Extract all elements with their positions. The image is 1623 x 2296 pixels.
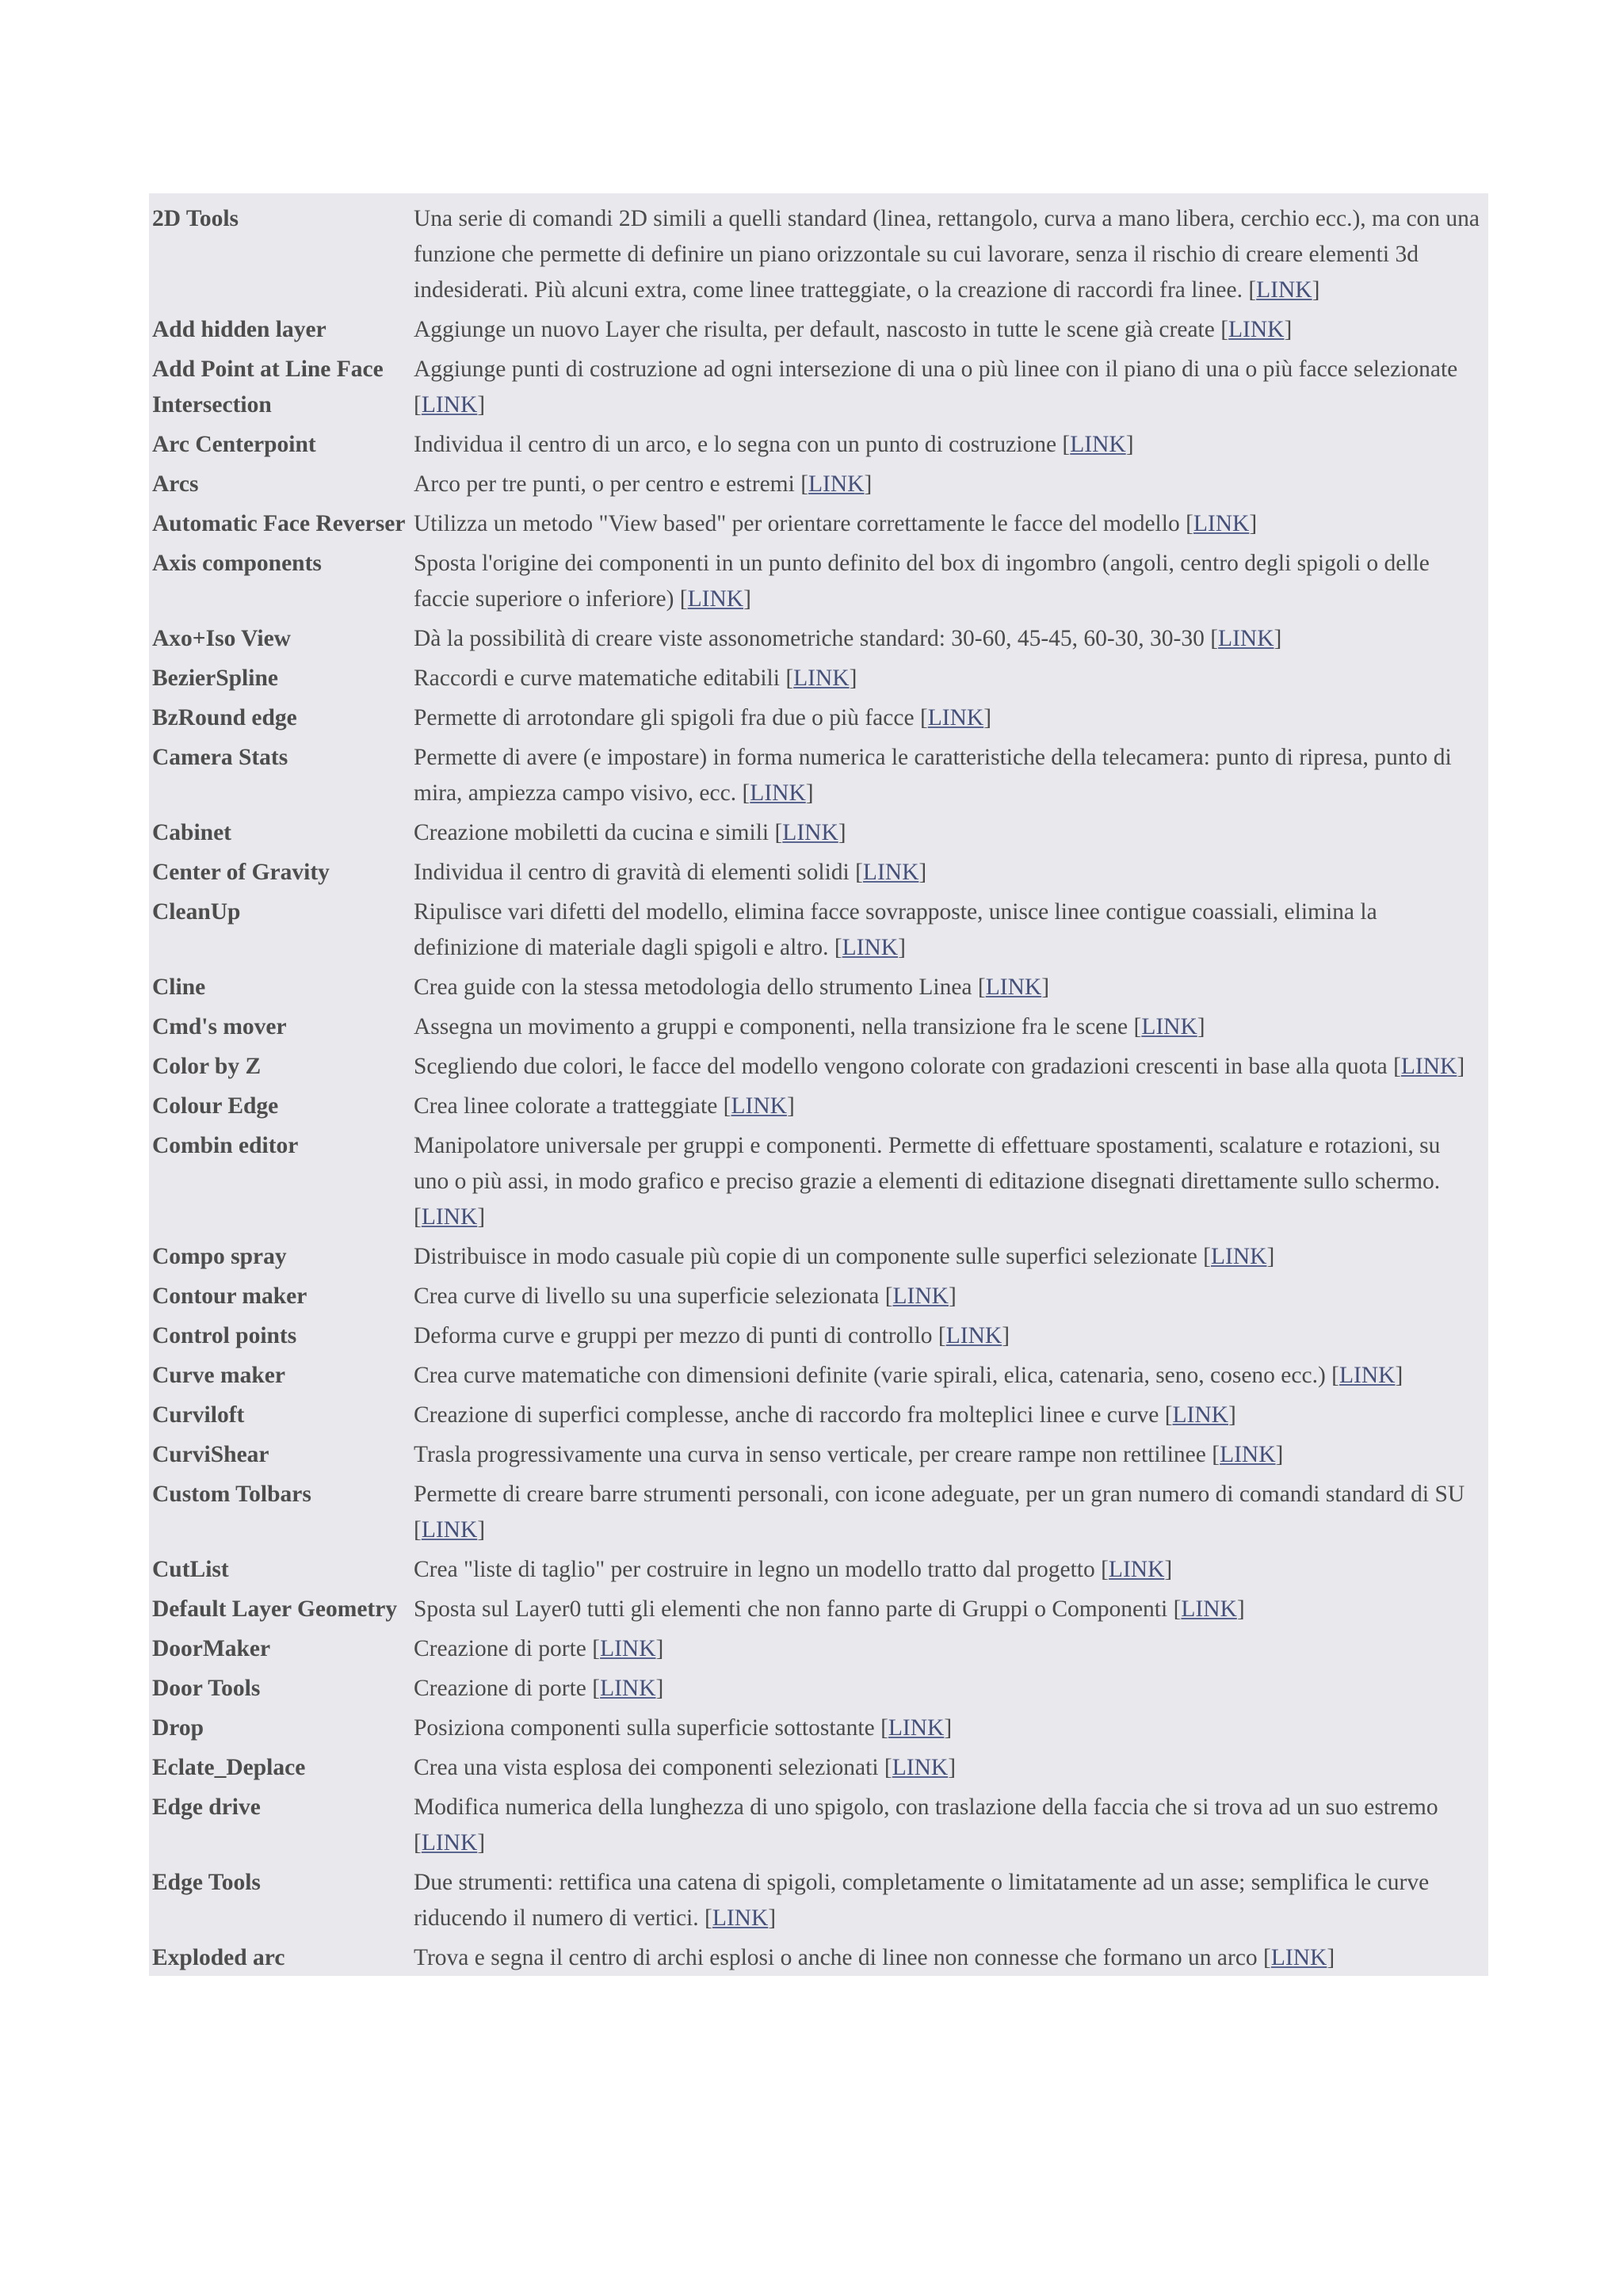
- extension-name: Curviloft: [152, 1402, 245, 1428]
- extension-name: BezierSpline: [152, 666, 278, 691]
- extension-description-cell: Distribuisce in modo casuale più copie di un componente sulle superfici selezionate [LINK]: [414, 1244, 1275, 1269]
- extension-name: Custom Tolbars: [152, 1482, 311, 1507]
- extension-description-cell: Posiziona componenti sulla superficie sottostante [LINK]: [414, 1715, 953, 1741]
- table-row: [149, 1124, 1488, 1235]
- extension-name: Combin editor: [152, 1133, 299, 1158]
- link[interactable]: LINK: [1070, 432, 1126, 457]
- extension-name: CutList: [152, 1557, 229, 1582]
- table-row: [149, 423, 1488, 463]
- extension-name: Cabinet: [152, 820, 231, 845]
- extension-description: Sposta sul Layer0 tutti gli elementi che non fanno parte di Gruppi o Componenti: [414, 1596, 1168, 1622]
- extension-description-cell: Crea curve di livello su una superficie selezionata [LINK]: [414, 1283, 957, 1309]
- extension-description: Creazione di porte: [414, 1676, 586, 1701]
- extension-description-cell: Dà la possibilità di creare viste assonometriche standard: 30-60, 45-45, 60-30, 30-30 [LINK]: [414, 626, 1282, 651]
- extension-description: Una serie di comandi 2D simili a quelli standard (linea, rettangolo, curva a mano libera, cerchio ecc.), ma con una funzione che permette di definire un piano orizzontale su cui lavorare, senza il rischio di creare elementi 3d indesiderati. Più alcuni extra, come linee tratteggiate, o la creazione di raccordi fra linee.: [414, 206, 1480, 303]
- table-row: [149, 1786, 1488, 1861]
- link[interactable]: LINK: [892, 1283, 949, 1309]
- link[interactable]: LINK: [731, 1093, 787, 1119]
- link[interactable]: LINK: [421, 1830, 478, 1855]
- link[interactable]: LINK: [1256, 277, 1312, 303]
- extension-name: DoorMaker: [152, 1636, 271, 1661]
- extension-name: Automatic Face Reverser: [152, 511, 406, 536]
- extension-description-cell: Arco per tre punti, o per centro e estremi [LINK]: [414, 471, 873, 497]
- table-row: [149, 348, 1488, 423]
- table-row: [149, 1588, 1488, 1627]
- extension-description-cell: Aggiunge punti di costruzione ad ogni intersezione di una o più linee con il piano di una o più facce selezionate [LINK]: [414, 357, 1458, 418]
- table-row: [149, 1314, 1488, 1354]
- table-row: [149, 1627, 1488, 1667]
- table-row: [149, 891, 1488, 966]
- link[interactable]: LINK: [750, 780, 806, 806]
- table-row: [149, 1667, 1488, 1707]
- extension-description: Modifica numerica della lunghezza di uno spigolo, con traslazione della faccia che si trova ad un suo estremo: [414, 1794, 1438, 1820]
- extension-description: Aggiunge un nuovo Layer che risulta, per default, nascosto in tutte le scene già create: [414, 317, 1215, 342]
- link[interactable]: LINK: [1228, 317, 1285, 342]
- extension-description: Individua il centro di gravità di elementi solidi: [414, 860, 850, 885]
- link[interactable]: LINK: [808, 471, 865, 497]
- link[interactable]: LINK: [892, 1755, 949, 1780]
- table-row: [149, 811, 1488, 851]
- table-row: [149, 542, 1488, 617]
- extension-name: Contour maker: [152, 1283, 307, 1309]
- link[interactable]: LINK: [1172, 1402, 1228, 1428]
- extension-description: Creazione di superfici complesse, anche di raccordo fra molteplici linee e curve: [414, 1402, 1159, 1428]
- extension-description: Creazione di porte: [414, 1636, 586, 1661]
- extension-name: Cmd's mover: [152, 1014, 287, 1039]
- link[interactable]: LINK: [985, 974, 1042, 1000]
- extension-name: Center of Gravity: [152, 860, 330, 885]
- extension-description: Crea una vista esplosa dei componenti selezionati: [414, 1755, 879, 1780]
- link[interactable]: LINK: [1339, 1363, 1396, 1388]
- extension-description-cell: Una serie di comandi 2D simili a quelli standard (linea, rettangolo, curva a mano libera, cerchio ecc.), ma con una funzione che permette di definire un piano orizzontale su cui lavorare, senza il rischio di creare elementi 3d indesiderati. Più alcuni extra, come linee tratteggiate, o la creazione di raccordi fra linee. [LINK]: [414, 206, 1480, 303]
- extension-description: Crea guide con la stessa metodologia dello strumento Linea: [414, 974, 972, 1000]
- extension-description-cell: Assegna un movimento a gruppi e componenti, nella transizione fra le scene [LINK]: [414, 1014, 1205, 1039]
- extension-description: Aggiunge punti di costruzione ad ogni intersezione di una o più linee con il piano di una o più facce selezionate: [414, 357, 1458, 382]
- extension-name: Arcs: [152, 471, 199, 497]
- extension-name: Axis components: [152, 551, 322, 576]
- extension-name: Door Tools: [152, 1676, 261, 1701]
- extension-name: Edge Tools: [152, 1870, 261, 1895]
- extension-description: Posiziona componenti sulla superficie sottostante: [414, 1715, 875, 1741]
- extensions-table-body: [149, 193, 1488, 1976]
- link[interactable]: LINK: [1400, 1054, 1457, 1079]
- extension-name: Arc Centerpoint: [152, 432, 316, 457]
- table-row: [149, 1235, 1488, 1275]
- extension-description-cell: Individua il centro di un arco, e lo segna con un punto di costruzione [LINK]: [414, 432, 1134, 457]
- extension-description-cell: Permette di arrotondare gli spigoli fra due o più facce [LINK]: [414, 705, 992, 730]
- table-row: [149, 1433, 1488, 1473]
- extension-description-cell: Scegliendo due colori, le facce del modello vengono colorate con gradazioni crescenti in base alla quota [LINK]: [414, 1054, 1465, 1079]
- extension-name: CleanUp: [152, 899, 241, 925]
- extension-description-cell: Utilizza un metodo "View based" per orientare correttamente le facce del modello [LINK]: [414, 511, 1258, 536]
- link[interactable]: LINK: [842, 935, 899, 960]
- table-row: [149, 1394, 1488, 1433]
- extension-name: BzRound edge: [152, 705, 297, 730]
- extension-name: Drop: [152, 1715, 204, 1741]
- extension-description-cell: Crea curve matematiche con dimensioni definite (varie spirali, elica, catenaria, seno, coseno ecc.) [LINK]: [414, 1363, 1403, 1388]
- extension-description: Trasla progressivamente una curva in senso verticale, per creare rampe non rettilinee: [414, 1442, 1206, 1467]
- extension-description: Crea curve di livello su una superficie selezionata: [414, 1283, 880, 1309]
- link[interactable]: LINK: [782, 820, 838, 845]
- link[interactable]: LINK: [687, 586, 744, 612]
- extension-name: Add Point at Line Face Intersection: [152, 357, 384, 418]
- extension-description: Crea linee colorate a tratteggiate: [414, 1093, 718, 1119]
- extension-description: Due strumenti: rettifica una catena di spigoli, completamente o limitatamente ad un asse; semplifica le curve riducendo il numero di vertici.: [414, 1870, 1430, 1931]
- extension-description-cell: Sposta l'origine dei componenti in un punto definito del box di ingombro (angoli, centro degli spigoli o delle faccie superiore o inferiore) [LINK]: [414, 551, 1430, 612]
- extension-name: Control points: [152, 1323, 297, 1348]
- extension-description-cell: Deforma curve e gruppi per mezzo di punti di controllo [LINK]: [414, 1323, 1010, 1348]
- link[interactable]: LINK: [1270, 1945, 1327, 1970]
- extension-description: Raccordi e curve matematiche editabili: [414, 666, 780, 691]
- link[interactable]: LINK: [1218, 626, 1274, 651]
- extension-description: Trova e segna il centro di archi esplosi o anche di linee non connesse che formano un arco: [414, 1945, 1258, 1970]
- extension-name: Axo+Iso View: [152, 626, 291, 651]
- table-row: [149, 696, 1488, 736]
- table-row: [149, 1707, 1488, 1746]
- table-row: [149, 1354, 1488, 1394]
- table-row: [149, 1473, 1488, 1548]
- link[interactable]: LINK: [1220, 1442, 1276, 1467]
- table-row: [149, 1085, 1488, 1124]
- extension-description-cell: Creazione mobiletti da cucina e simili [LINK]: [414, 820, 846, 845]
- table-row: [149, 308, 1488, 348]
- link[interactable]: LINK: [862, 860, 919, 885]
- extension-description-cell: Modifica numerica della lunghezza di uno spigolo, con traslazione della faccia che si trova ad un suo estremo [LINK]: [414, 1794, 1438, 1855]
- link[interactable]: LINK: [945, 1323, 1002, 1348]
- table-row: [149, 1548, 1488, 1588]
- extension-description: Assegna un movimento a gruppi e componenti, nella transizione fra le scene: [414, 1014, 1128, 1039]
- link[interactable]: LINK: [712, 1905, 769, 1931]
- extension-description: Permette di avere (e impostare) in forma numerica le caratteristiche della telecamera: punto di ripresa, punto di mira, ampiezza campo visivo, ecc.: [414, 745, 1452, 806]
- link[interactable]: LINK: [421, 1517, 478, 1543]
- extension-description-cell: Creazione di porte [LINK]: [414, 1636, 664, 1661]
- extension-description: Creazione mobiletti da cucina e simili: [414, 820, 769, 845]
- extension-description: Permette di arrotondare gli spigoli fra due o più facce: [414, 705, 915, 730]
- table-row: [149, 851, 1488, 891]
- extension-description-cell: Crea "liste di taglio" per costruire in legno un modello tratto dal progetto [LINK]: [414, 1557, 1173, 1582]
- table-row: [149, 193, 1488, 308]
- extension-name: Exploded arc: [152, 1945, 285, 1970]
- table-row: [149, 463, 1488, 502]
- extension-name: Color by Z: [152, 1054, 262, 1079]
- extension-name: Default Layer Geometry: [152, 1596, 398, 1622]
- extension-description: Arco per tre punti, o per centro e estremi: [414, 471, 795, 497]
- extensions-table: [149, 193, 1488, 1976]
- link[interactable]: LINK: [927, 705, 984, 730]
- extension-description-cell: Raccordi e curve matematiche editabili [LINK]: [414, 666, 857, 691]
- extension-description: Crea curve matematiche con dimensioni definite (varie spirali, elica, catenaria, seno, coseno ecc.): [414, 1363, 1326, 1388]
- extension-description-cell: Crea guide con la stessa metodologia dello strumento Linea [LINK]: [414, 974, 1050, 1000]
- extension-name: Eclate_Deplace: [152, 1755, 306, 1780]
- table-row: [149, 1861, 1488, 1936]
- extension-description: Scegliendo due colori, le facce del modello vengono colorate con gradazioni crescenti in base alla quota: [414, 1054, 1388, 1079]
- extension-description-cell: Permette di creare barre strumenti personali, con icone adeguate, per un gran numero di comandi standard di SU [LINK]: [414, 1482, 1465, 1543]
- link[interactable]: LINK: [600, 1676, 656, 1701]
- table-row: [149, 617, 1488, 657]
- link[interactable]: LINK: [1193, 511, 1250, 536]
- extension-description-cell: Ripulisce vari difetti del modello, elimina facce sovrapposte, unisce linee contigue coassiali, elimina la definizione di materiale dagli spigoli e altro. [LINK]: [414, 899, 1377, 960]
- link[interactable]: LINK: [1108, 1557, 1165, 1582]
- link[interactable]: LINK: [1181, 1596, 1237, 1622]
- link[interactable]: LINK: [1141, 1014, 1197, 1039]
- extension-description-cell: Aggiunge un nuovo Layer che risulta, per default, nascosto in tutte le scene già create [LINK]: [414, 317, 1293, 342]
- link[interactable]: LINK: [600, 1636, 656, 1661]
- extension-description-cell: Trasla progressivamente una curva in senso verticale, per creare rampe non rettilinee [LINK]: [414, 1442, 1284, 1467]
- table-row: [149, 1746, 1488, 1786]
- extension-description-cell: Permette di avere (e impostare) in forma numerica le caratteristiche della telecamera: punto di ripresa, punto di mira, ampiezza campo visivo, ecc. [LINK]: [414, 745, 1452, 806]
- extension-description: Sposta l'origine dei componenti in un punto definito del box di ingombro (angoli, centro degli spigoli o delle faccie superiore o inferiore): [414, 551, 1430, 612]
- extension-name: Cline: [152, 974, 206, 1000]
- extension-name: Colour Edge: [152, 1093, 279, 1119]
- extension-name: Camera Stats: [152, 745, 288, 770]
- extension-name: Add hidden layer: [152, 317, 327, 342]
- extension-description-cell: Manipolatore universale per gruppi e componenti. Permette di effettuare spostamenti, scalature e rotazioni, su uno o più assi, in modo grafico e preciso grazie a elementi di editazione disegnati direttamente sullo schermo. [LINK]: [414, 1133, 1441, 1230]
- extension-description: Manipolatore universale per gruppi e componenti. Permette di effettuare spostamenti, scalature e rotazioni, su uno o più assi, in modo grafico e preciso grazie a elementi di editazione disegnati direttamente sullo schermo.: [414, 1133, 1441, 1194]
- table-row: [149, 657, 1488, 696]
- extension-description-cell: Trova e segna il centro di archi esplosi o anche di linee non connesse che formano un arco [LINK]: [414, 1945, 1335, 1970]
- extension-description: Crea "liste di taglio" per costruire in legno un modello tratto dal progetto: [414, 1557, 1095, 1582]
- extension-description: Individua il centro di un arco, e lo segna con un punto di costruzione: [414, 432, 1057, 457]
- extension-description-cell: Creazione di porte [LINK]: [414, 1676, 664, 1701]
- link[interactable]: LINK: [421, 392, 478, 418]
- extension-description-cell: Crea linee colorate a tratteggiate [LINK]: [414, 1093, 795, 1119]
- link[interactable]: LINK: [421, 1204, 478, 1230]
- table-row: [149, 502, 1488, 542]
- extension-description: Deforma curve e gruppi per mezzo di punti di controllo: [414, 1323, 933, 1348]
- extension-name: Curve maker: [152, 1363, 285, 1388]
- extension-description-cell: Due strumenti: rettifica una catena di spigoli, completamente o limitatamente ad un asse; semplifica le curve riducendo il numero di vertici. [LINK]: [414, 1870, 1430, 1931]
- link[interactable]: LINK: [793, 666, 850, 691]
- extension-description: Utilizza un metodo "View based" per orientare correttamente le facce del modello: [414, 511, 1180, 536]
- extension-description-cell: Creazione di superfici complesse, anche di raccordo fra molteplici linee e curve [LINK]: [414, 1402, 1236, 1428]
- extension-name: CurviShear: [152, 1442, 269, 1467]
- extension-description: Distribuisce in modo casuale più copie di un componente sulle superfici selezionate: [414, 1244, 1197, 1269]
- table-row: [149, 1005, 1488, 1045]
- table-row: [149, 736, 1488, 811]
- extension-description: Ripulisce vari difetti del modello, elimina facce sovrapposte, unisce linee contigue coassiali, elimina la definizione di materiale dagli spigoli e altro.: [414, 899, 1377, 960]
- table-row: [149, 1045, 1488, 1085]
- extension-description: Dà la possibilità di creare viste assonometriche standard: 30-60, 45-45, 60-30, 30-30: [414, 626, 1205, 651]
- extension-name: 2D Tools: [152, 206, 239, 231]
- extension-description-cell: Sposta sul Layer0 tutti gli elementi che non fanno parte di Gruppi o Componenti [LINK]: [414, 1596, 1245, 1622]
- extension-description-cell: Individua il centro di gravità di elementi solidi [LINK]: [414, 860, 927, 885]
- extension-description: Permette di creare barre strumenti personali, con icone adeguate, per un gran numero di comandi standard di SU: [414, 1482, 1465, 1507]
- extension-name: Edge drive: [152, 1794, 261, 1820]
- link[interactable]: LINK: [888, 1715, 945, 1741]
- extension-description-cell: Crea una vista esplosa dei componenti selezionati [LINK]: [414, 1755, 957, 1780]
- table-row: [149, 1275, 1488, 1314]
- link[interactable]: LINK: [1211, 1244, 1267, 1269]
- table-row: [149, 1936, 1488, 1976]
- table-row: [149, 966, 1488, 1005]
- extension-name: Compo spray: [152, 1244, 287, 1269]
